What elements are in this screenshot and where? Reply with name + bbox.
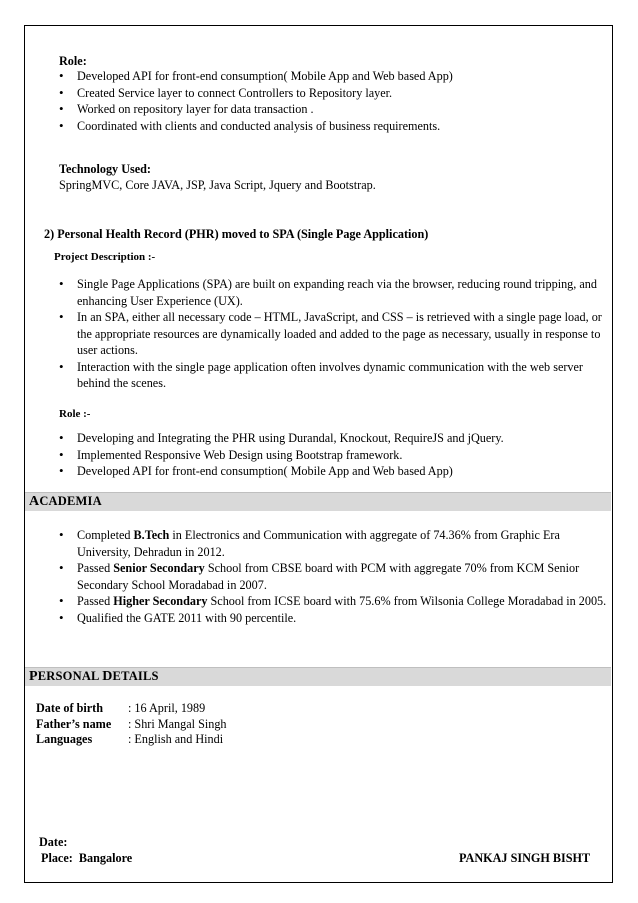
detail-row — [36, 732, 227, 748]
detail-row — [36, 701, 227, 717]
personal-details-header-bar — [25, 667, 611, 686]
personal-details-table — [36, 701, 227, 748]
academia-heading: ACADEMIA — [29, 494, 102, 509]
list-item: • Developing and Integrating the PHR using Durandal, Knockout, RequireJS and jQuery. — [57, 430, 607, 447]
list-item: • In an SPA, either all necessary code – HTML, JavaScript, and CSS – is retrieved with a single page load, or the appropriate resources are dynamically loaded and added to the page as necessary, usually in response to user actions. — [57, 309, 615, 359]
detail-label: Languages — [36, 732, 93, 746]
date-label: Date: — [39, 835, 68, 849]
detail-label: Date of birth — [36, 701, 104, 715]
list-item: • Implemented Responsive Web Design using Bootstrap framework. — [57, 447, 607, 464]
list-item: • Passed Higher Secondary School from ICSE board with 75.6% from Wilsonia College Moradabad in 2005. — [57, 593, 609, 610]
place-value: Bangalore — [78, 851, 133, 865]
list-item: • Completed B.Tech in Electronics and Communication with aggregate of 74.36% from Graphic Era University, Dehradun in 2012. — [57, 527, 609, 560]
detail-value: : English and Hindi — [128, 732, 224, 746]
detail-value: : Shri Mangal Singh — [128, 716, 227, 731]
detail-value: : 16 April, 1989 — [128, 701, 206, 715]
project-role-heading: Role :- — [59, 408, 91, 420]
list-item: • Developed API for front-end consumption( Mobile App and Web based App) — [57, 463, 607, 480]
project-description-list — [57, 276, 615, 392]
project-description-heading: Project Description :- — [54, 251, 156, 263]
academia-header-bar — [25, 492, 611, 511]
place-line — [41, 850, 132, 867]
personal-details-heading: PERSONAL DETAILS — [29, 669, 159, 684]
list-item: • Interaction with the single page application often involves dynamic communication with the web server behind the scenes. — [57, 359, 615, 392]
technology-heading: Technology Used: — [59, 162, 151, 176]
role-heading: Role: — [59, 54, 87, 68]
list-item: • Coordinated with clients and conducted analysis of business requirements. — [57, 118, 607, 135]
list-item: • Worked on repository layer for data transaction . — [57, 101, 607, 118]
list-item: • Passed Senior Secondary School from CBSE board with PCM with aggregate 70% from KCM Senior Secondary School Moradabad in 2007. — [57, 560, 609, 593]
detail-row — [36, 717, 227, 733]
project-title: 2) Personal Health Record (PHR) moved to SPA (Single Page Application) — [44, 227, 429, 241]
list-item: • Developed API for front-end consumption( Mobile App and Web based App) — [57, 68, 607, 85]
academia-list — [57, 527, 609, 626]
signature-name: PANKAJ SINGH BISHT — [459, 851, 591, 865]
detail-label: Father’s name — [36, 716, 112, 731]
list-item: • Created Service layer to connect Controllers to Repository layer. — [57, 85, 607, 102]
project-role-list — [57, 430, 607, 480]
list-item: • Single Page Applications (SPA) are built on expanding reach via the browser, reducing round tripping, and enhancing User Experience (UX). — [57, 276, 615, 309]
place-label: Place: — [41, 851, 73, 865]
technology-value: SpringMVC, Core JAVA, JSP, Java Script, Jquery and Bootstrap. — [59, 178, 376, 192]
role-list — [57, 68, 607, 134]
list-item: • Qualified the GATE 2011 with 90 percentile. — [57, 610, 609, 627]
